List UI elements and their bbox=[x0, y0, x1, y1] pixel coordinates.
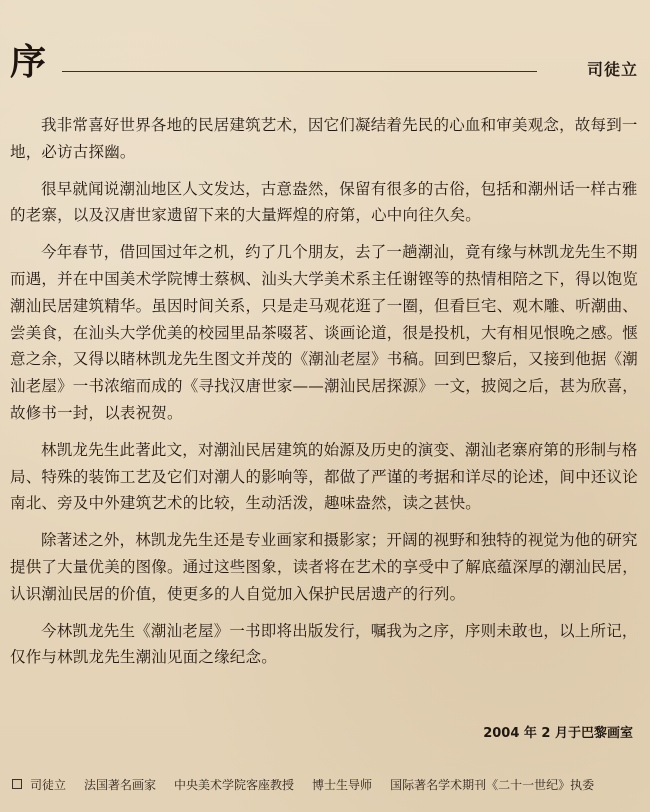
preface-header bbox=[10, 42, 640, 88]
paragraph-4: 林凯龙先生此著此文，对潮汕民居建筑的始源及历史的演变、潮汕老寨府第的形制与格局、特殊的装饰工艺及它们对潮人的影响等，都做了严谨的考据和详尽的论述，间中还议论南北、旁及中外建筑艺术的比较，生动活泼，趣味盎然，读之甚快。 bbox=[10, 440, 639, 513]
author-footer bbox=[12, 775, 642, 793]
paragraph-1: 我非常喜好世界各地的民居建筑艺术，因它们凝结着先民的心血和审美观念，故每到一地，必访古探幽。 bbox=[10, 116, 638, 161]
preface-title: 序 bbox=[10, 41, 48, 83]
footer-title-1: 法国著名画家 bbox=[84, 777, 157, 792]
date-signature: 2004 年 2 月于巴黎画室 bbox=[483, 726, 633, 741]
paragraph-3: 今年春节，借回国过年之机，约了几个朋友，去了一趟潮汕，竟有缘与林凯龙先生不期而遇，并在中国美术学院博士蔡枫、汕头大学美术系主任谢铿等的热情相陪之下，得以饱览潮汕民居建筑精华。虽因时间关系，只是走马观花逛了一圈，但看巨宅、观木雕、听潮曲、尝美食，在汕头大学优美的校园里品茶啜茗、谈画论道，很是投机，大有相见恨晚之感。惬意之余，又得以睹林凯龙先生图文并茂的《潮汕老屋》书稿。回到巴黎后，又接到他据《潮汕老屋》一书浓缩而成的《寻找汉唐世家——潮汕民居探源》一文，披阅之后，甚为欣喜，故修书一封，以表祝贺。 bbox=[10, 243, 639, 422]
footer-title-4: 国际著名学术期刊《二十一世纪》执委 bbox=[390, 777, 595, 792]
footer-title-3: 博士生导师 bbox=[312, 777, 373, 792]
footer-title-2: 中央美术学院客座教授 bbox=[174, 777, 295, 792]
footer-author-name: 司徒立 bbox=[30, 777, 67, 792]
author-name: 司徒立 bbox=[586, 60, 638, 79]
preface-content bbox=[10, 112, 640, 702]
paragraph-2: 很早就闻说潮汕地区人文发达，古意盎然，保留有很多的古俗，包括和潮州话一样古雅的老寨，以及汉唐世家遗留下来的大量辉煌的府第，心中向往久矣。 bbox=[10, 179, 638, 225]
paragraph-5: 除著述之外，林凯龙先生还是专业画家和摄影家；开阔的视野和独特的视觉为他的研究提供了大量优美的图像。通过这些图象，读者将在艺术的享受中了解底蕴深厚的潮汕民居，认识潮汕民居的价值，使更多的人自觉加入保护民居遗产的行列。 bbox=[10, 531, 639, 603]
paragraph-6: 今林凯龙先生《潮汕老屋》一书即将出版发行，嘱我为之序，序则未敢也，以上所记，仅作与林凯龙先生潮汕见面之缘纪念。 bbox=[10, 621, 638, 667]
title-divider bbox=[62, 71, 537, 72]
square-bullet-icon bbox=[12, 779, 22, 789]
